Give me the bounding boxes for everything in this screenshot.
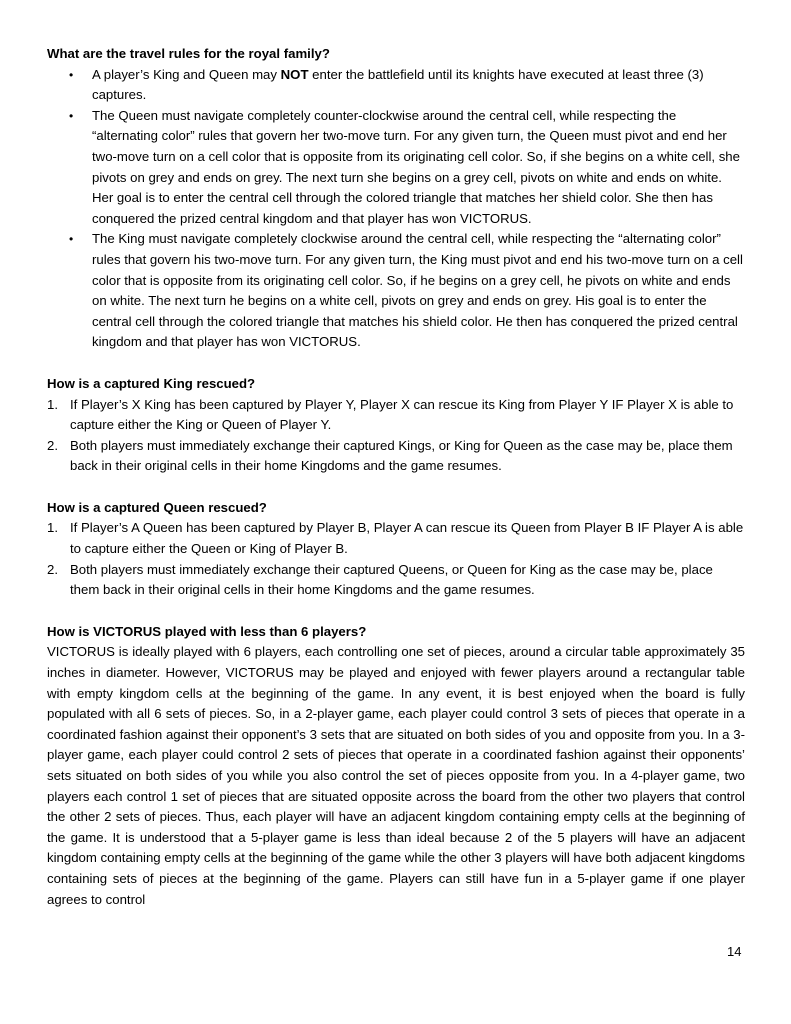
list-item [47, 106, 745, 230]
section-heading: How is VICTORUS played with less than 6 players? [47, 623, 367, 639]
numbered-list [47, 518, 745, 600]
list-item [47, 395, 745, 436]
item-text-continued: enter the battlefield until its knights have executed at least three (3) captures. [92, 66, 704, 103]
list-item [47, 560, 745, 601]
bullet-icon: • [69, 67, 74, 82]
section-heading: What are the travel rules for the royal family? [47, 46, 330, 61]
section-fewer-players [47, 622, 745, 910]
list-item [47, 518, 745, 559]
item-number: 2. [47, 437, 58, 453]
section-queen-rescue [47, 498, 745, 601]
document-page [47, 44, 745, 931]
section-heading: How is a captured Queen rescued? [47, 499, 267, 515]
item-number: 1. [47, 396, 58, 412]
item-text: A player’s King and Queen may [92, 66, 281, 82]
section-travel-rules [47, 44, 745, 353]
bullet-icon: • [69, 108, 74, 123]
list-item [47, 65, 745, 106]
item-text: Both players must immediately exchange their captured Kings, or King for Queen as the case may be, place them back in their original cells in their home Kingdoms and the game resumes. [70, 437, 733, 474]
item-text: The King must navigate completely clockwise around the central cell, while respecting the “alternating color” rules that govern his two-move turn. For any given turn, the King must pivot and end his two-move turn on a cell color that is opposite from its originating cell color. So, if he begins on a grey cell, he pivots on white and ends on white. The next turn he begins on a white cell, pivots on grey and ends on grey. His goal is to enter the central cell through the colored triangle that matches his shield color. He then has conquered the prized central kingdom and that player has won VICTORUS. [92, 231, 743, 350]
bullet-list [47, 65, 745, 353]
section-heading: How is a captured King rescued? [47, 375, 256, 391]
item-text: If Player’s A Queen has been captured by Player B, Player A can rescue its Queen from Player B IF Player A is able to capture either the Queen or King of Player B. [70, 520, 744, 557]
bullet-icon: • [69, 232, 74, 247]
item-text: Both players must immediately exchange their captured Queens, or Queen for King as the case may be, place them back in their original cells in their home Kingdoms and the game resumes. [70, 561, 713, 598]
body-paragraph: VICTORUS is ideally played with 6 players, each controlling one set of pieces, around a circular table approximately 35 inches in diameter. However, VICTORUS may be played and enjoyed with fewer players around a rectangular table with empty kingdom cells at the beginning of the game. In any event, it is best enjoyed when the board is fully populated with all 6 sets of pieces. So, in a 2-player game, each player could control 3 sets of pieces that operate in a coordinated fashion against their opponent’s 3 sets that are situated on both sides of you and opposite from you. In a 3-player game, each player could control 2 sets of pieces that operate in a coordinated fashion against their opponents’ sets situated on both sides of you while you also control the set of pieces opposite from you. In a 4-player game, two players each control 1 set of pieces that are situated opposite across the board from the other two players that control the other 2 sets of pieces. Thus, each player will have an adjacent kingdom containing empty cells at the beginning of the game. It is understood that a 5-player game is less than ideal because 2 of the 5 players will have an adjacent kingdom containing empty cells at the beginning of the game while the other 3 players will have both adjacent kingdoms containing sets of pieces at the beginning of the game. Players can still have fun in a 5-player game if one player agrees to control [47, 644, 745, 907]
item-text: If Player’s X King has been captured by Player Y, Player X can rescue its King from Player Y IF Player X is able to capture either the King or Queen of Player Y. [70, 396, 734, 433]
item-emphasis: NOT [280, 66, 309, 82]
page-number: 14 [727, 944, 742, 959]
list-item [47, 229, 745, 353]
numbered-list [47, 395, 745, 477]
item-number: 2. [47, 561, 58, 577]
section-king-rescue [47, 374, 745, 477]
list-item [47, 436, 745, 477]
item-number: 1. [47, 520, 58, 536]
item-text: The Queen must navigate completely counter-clockwise around the central cell, while respecting the “alternating color” rules that govern her two-move turn. For any given turn, the Queen must pivot and end her two-move turn on a cell color that is opposite from its originating cell color. So, if she begins on a white cell, she pivots on grey and ends on grey. The next turn she begins on a grey cell, pivots on white and ends on white. Her goal is to enter the central cell through the colored triangle that matches her shield color. She then has conquered the prized central kingdom and that player has won VICTORUS. [92, 107, 740, 226]
